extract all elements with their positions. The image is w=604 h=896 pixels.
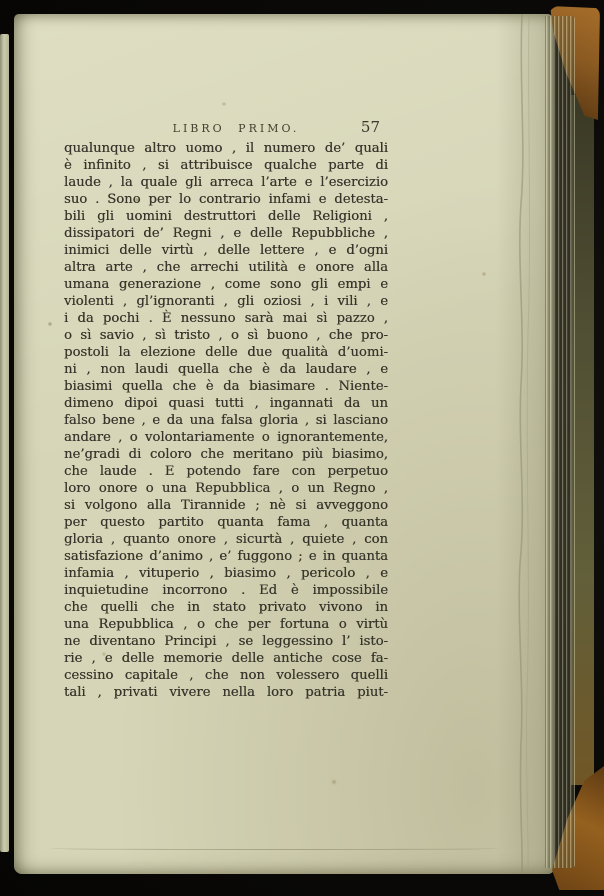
page-text: [64, 140, 388, 701]
text-line: gloria , quanto onore , sicurtà , quiete , con: [64, 532, 388, 547]
impression-line: [50, 847, 498, 850]
text-line: che laude . E potendo fare con perpetuo: [64, 464, 388, 479]
text-line: per questo partito quanta fama , quanta: [64, 515, 388, 530]
text-line: ne diventano Principi , se leggessino l’ isto-: [64, 634, 388, 649]
text-line: bili gli uomini destruttori delle Religioni ,: [64, 209, 388, 224]
text-line: biasimi quella che è da biasimare . Niente-: [64, 379, 388, 394]
text-line: andare , o volontariamente o ignorantemente,: [64, 430, 388, 445]
text-line: ne’gradi di coloro che meritano più biasimo,: [64, 447, 388, 462]
page-content: [64, 118, 388, 701]
text-line: che quelli che in stato privato vivono in: [64, 600, 388, 615]
text-line: una Repubblica , o che per fortuna o virtù: [64, 617, 388, 632]
text-line: si volgono alla Tirannide ; nè si avveggono: [64, 498, 388, 513]
book-page: [14, 14, 554, 874]
text-line: è infinito , si attribuisce qualche parte di: [64, 158, 388, 173]
text-line: laude , la quale gli arreca l’arte e l’esercizio: [64, 175, 388, 190]
text-line: violenti , gl’ignoranti , gli oziosi , i vili , e: [64, 294, 388, 309]
text-line: inquietudine incorrono . Ed è impossibile: [64, 583, 388, 598]
text-line: satisfazione d’animo , e’ fuggono ; e in quanta: [64, 549, 388, 564]
text-line: altra arte , che arrechi utilità e onore alla: [64, 260, 388, 275]
running-head: [64, 118, 388, 136]
text-line: tali , privati vivere nella loro patria piut-: [64, 685, 388, 700]
text-line: cessino capitale , che non volessero quelli: [64, 668, 388, 683]
text-line: loro onore o una Repubblica , o un Regno ,: [64, 481, 388, 496]
text-line: ni , non laudi quella che è da laudare , e: [64, 362, 388, 377]
page-number: 57: [360, 118, 380, 136]
section-title: LIBRO PRIMO.: [172, 122, 300, 135]
adjacent-page-edge: [0, 34, 9, 852]
text-line: umana generazione , come sono gli empi e: [64, 277, 388, 292]
damp-stain-line: [510, 14, 536, 874]
text-line: o sì savio , sì tristo , o sì buono , che pro-: [64, 328, 388, 343]
text-line: inimici delle virtù , delle lettere , e d’ogni: [64, 243, 388, 258]
text-line: infamia , vituperio , biasimo , pericolo , e: [64, 566, 388, 581]
text-line: postoli la elezione delle due qualità d’uomi-: [64, 345, 388, 360]
text-line: rie , e delle memorie delle antiche cose fa-: [64, 651, 388, 666]
text-line: dissipatori de’ Regni , e delle Repubbliche ,: [64, 226, 388, 241]
text-line: dimeno dipoi quasi tutti , ingannati da un: [64, 396, 388, 411]
text-line: i da pochi . È nessuno sarà mai sì pazzo ,: [64, 311, 388, 326]
text-line: suo . Sono per lo contrario infami e detesta-: [64, 192, 388, 207]
text-line: qualunque altro uomo , il numero de’ quali: [64, 141, 388, 156]
page-stack-edge: [545, 16, 575, 868]
text-line: falso bene , e da una falsa gloria , si lasciano: [64, 413, 388, 428]
